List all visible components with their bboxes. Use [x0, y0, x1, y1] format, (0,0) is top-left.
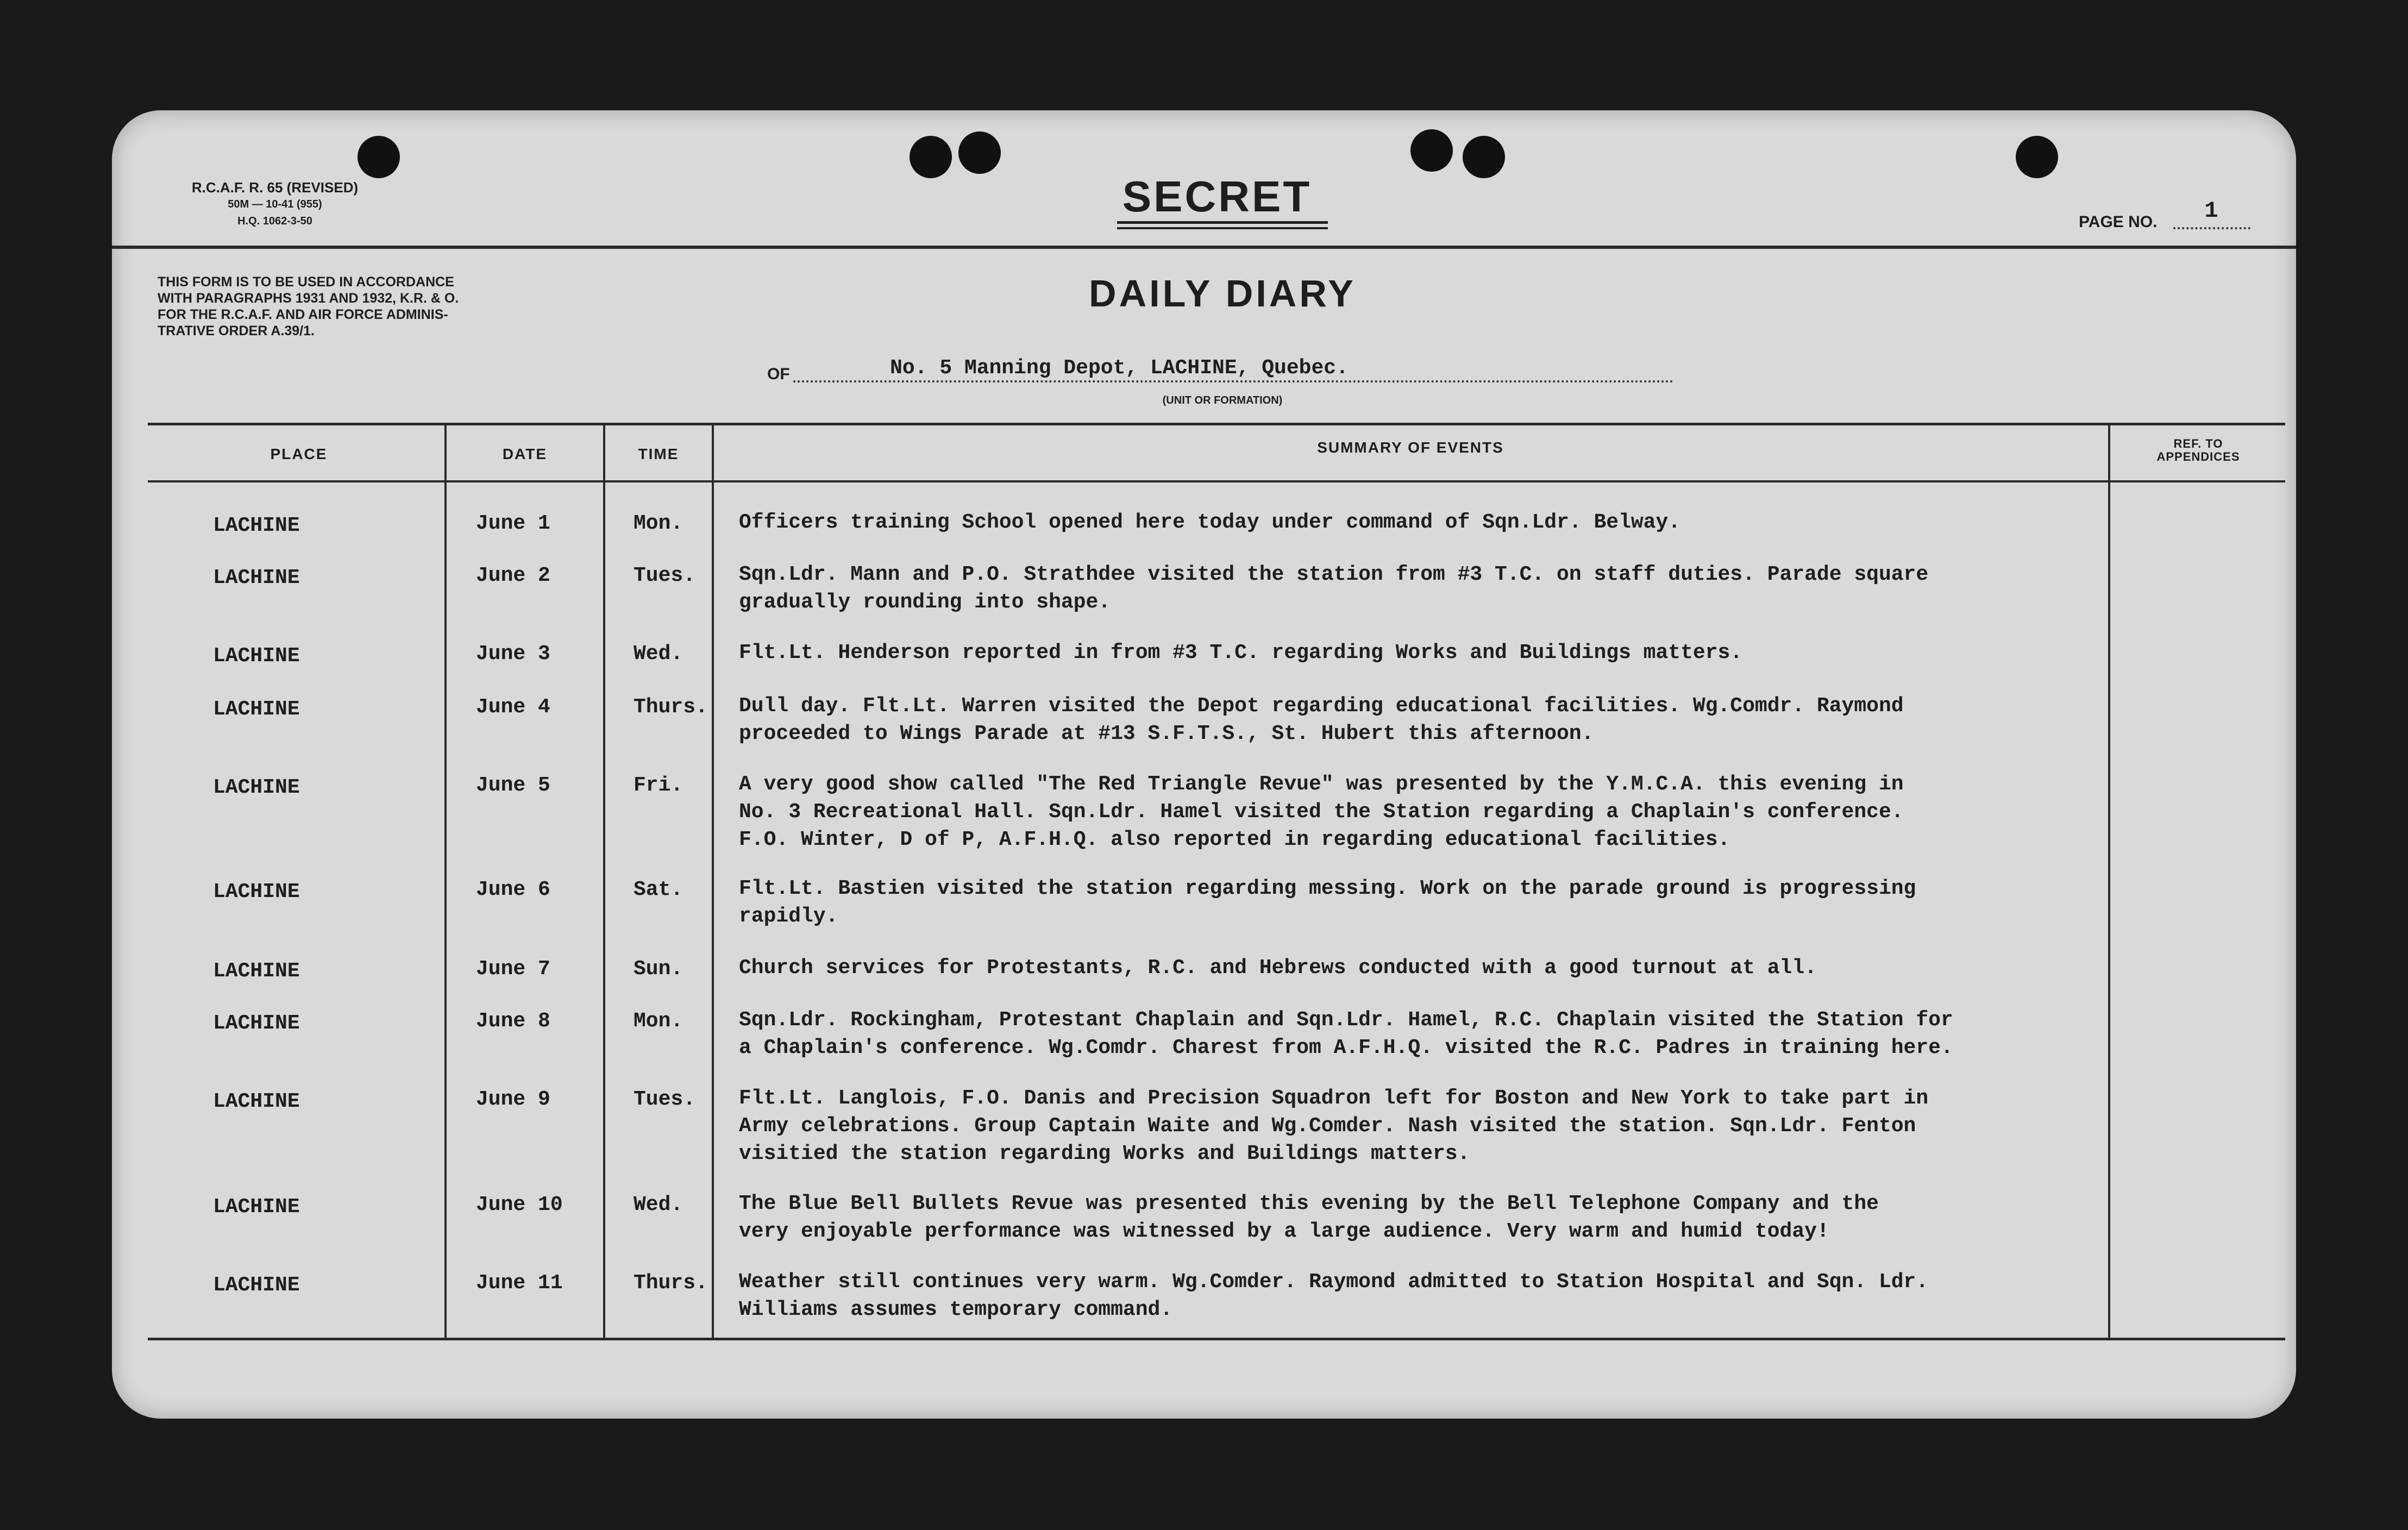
column-header-date: DATE: [502, 446, 548, 462]
entry-date: June 11: [476, 1271, 563, 1295]
unit-line: [793, 380, 1673, 382]
entry-summary-line: Williams assumes temporary command.: [739, 1298, 1173, 1321]
entry-summary-line: Church services for Protestants, R.C. and Hebrews conducted with a good turnout at all.: [739, 956, 1817, 980]
entry-day: Wed.: [634, 642, 683, 666]
classification-underline: [1117, 227, 1328, 229]
punch-hole: [2016, 136, 2058, 178]
column-header-place: PLACE: [270, 446, 328, 462]
column-header-ref: [2111, 437, 2285, 463]
form-number: [155, 179, 394, 230]
unit-name: No. 5 Manning Depot, LACHINE, Quebec.: [890, 356, 1349, 380]
entry-summary-line: Flt.Lt. Bastien visited the station regarding messing. Work on the parade ground is progressing: [739, 877, 1916, 900]
entry-summary: [739, 692, 2114, 748]
entry-summary: [739, 509, 2114, 536]
entry-summary-line: rapidly.: [739, 905, 838, 928]
page-number-line: [2173, 227, 2250, 229]
diary-title: DAILY DIARY: [1089, 272, 1356, 315]
page-number-label: PAGE NO.: [2079, 213, 2158, 231]
entry-date: June 8: [476, 1009, 550, 1033]
column-header-time: TIME: [638, 446, 679, 462]
unit-label: OF: [767, 365, 790, 383]
entry-date: June 4: [476, 695, 550, 719]
punch-hole: [910, 136, 952, 178]
punch-hole: [1410, 129, 1453, 172]
unit-caption: (UNIT OR FORMATION): [1162, 394, 1283, 406]
column-divider: [444, 423, 447, 1338]
entry-summary-line: Army celebrations. Group Captain Waite and Wg.Comder. Nash visited the station. Sqn.Ldr. Fenton: [739, 1114, 1916, 1138]
entry-place: LACHINE: [213, 644, 300, 668]
entry-day: Fri.: [634, 774, 683, 797]
entry-summary-line: Flt.Lt. Henderson reported in from #3 T.C. regarding Works and Buildings matters.: [739, 641, 1743, 664]
entry-day: Tues.: [634, 564, 696, 587]
entry-summary-line: The Blue Bell Bullets Revue was presented this evening by the Bell Telephone Company and the: [739, 1192, 1879, 1215]
page-number: 1: [2204, 198, 2218, 224]
entry-summary: [739, 1006, 2114, 1062]
entry-date: June 7: [476, 957, 550, 981]
entry-summary-line: Dull day. Flt.Lt. Warren visited the Depot regarding educational facilities. Wg.Comdr. Raymond: [739, 694, 1904, 718]
entry-day: Mon.: [634, 512, 683, 535]
entry-place: LACHINE: [213, 776, 300, 799]
column-header-ref-line: REF. TO: [2173, 437, 2223, 450]
entry-date: June 6: [476, 878, 550, 901]
form-number-line: 50M — 10-41 (955): [228, 198, 322, 210]
form-notice-line: FOR THE R.C.A.F. AND AIR FORCE ADMINIS-: [158, 307, 448, 322]
entry-summary: [739, 561, 2114, 616]
form-notice-line: WITH PARAGRAPHS 1931 AND 1932, K.R. & O.: [158, 291, 459, 306]
entry-place: LACHINE: [213, 1012, 300, 1035]
column-divider: [712, 423, 714, 1338]
column-header-summary: SUMMARY OF EVENTS: [1317, 439, 1504, 456]
entry-summary-line: F.O. Winter, D of P, A.F.H.Q. also reported in regarding educational facilities.: [739, 828, 1730, 851]
entry-day: Sat.: [634, 878, 683, 901]
entry-summary-line: Sqn.Ldr. Rockingham, Protestant Chaplain and Sqn.Ldr. Hamel, R.C. Chaplain visited the Station for: [739, 1008, 1953, 1032]
entry-summary-line: Officers training School opened here today under command of Sqn.Ldr. Belway.: [739, 511, 1681, 534]
entry-summary: [739, 639, 2114, 667]
form-notice: [158, 274, 570, 339]
punch-hole: [1463, 136, 1505, 178]
table-top-rule: [148, 423, 2285, 425]
entry-summary-line: gradually rounding into shape.: [739, 591, 1111, 614]
entry-summary: [739, 1190, 2114, 1245]
entry-place: LACHINE: [213, 1090, 300, 1113]
entry-day: Tues.: [634, 1088, 696, 1111]
entry-date: June 9: [476, 1088, 550, 1111]
form-notice-line: THIS FORM IS TO BE USED IN ACCORDANCE: [158, 274, 454, 290]
punch-hole: [958, 131, 1001, 174]
classification-underline: [1117, 221, 1328, 224]
entry-summary: [739, 1268, 2114, 1324]
form-notice-line: TRATIVE ORDER A.39/1.: [158, 323, 315, 338]
table-bottom-rule: [148, 1338, 2285, 1340]
entry-summary-line: a Chaplain's conference. Wg.Comdr. Charest from A.F.H.Q. visited the R.C. Padres in training here.: [739, 1036, 1953, 1059]
header-rule: [112, 246, 2296, 249]
entry-date: June 1: [476, 512, 550, 535]
entry-day: Wed.: [634, 1193, 683, 1217]
punch-hole: [358, 136, 400, 178]
entry-place: LACHINE: [213, 698, 300, 721]
classification-heading: SECRET: [1122, 172, 1312, 221]
entry-day: Sun.: [634, 957, 683, 981]
entry-day: Mon.: [634, 1009, 683, 1033]
entry-summary-line: A very good show called "The Red Triangle Revue" was presented by the Y.M.C.A. this evening in: [739, 773, 1904, 796]
entry-place: LACHINE: [213, 514, 300, 537]
entry-summary: [739, 954, 2114, 982]
entry-place: LACHINE: [213, 1274, 300, 1297]
entry-date: June 2: [476, 564, 550, 587]
entry-summary-line: proceeded to Wings Parade at #13 S.F.T.S., St. Hubert this afternoon.: [739, 722, 1594, 745]
table-header-rule: [148, 480, 2285, 482]
entry-summary-line: visitied the station regarding Works and Buildings matters.: [739, 1142, 1470, 1165]
entry-place: LACHINE: [213, 1195, 300, 1219]
form-number-line: H.Q. 1062-3-50: [237, 215, 312, 227]
entry-day: Thurs.: [634, 1271, 708, 1295]
form-number-line: R.C.A.F. R. 65 (REVISED): [191, 179, 359, 196]
entry-place: LACHINE: [213, 960, 300, 983]
column-divider: [603, 423, 605, 1338]
entry-day: Thurs.: [634, 695, 708, 719]
entry-place: LACHINE: [213, 880, 300, 904]
column-header-ref-line: APPENDICES: [2156, 450, 2240, 463]
entry-summary-line: No. 3 Recreational Hall. Sqn.Ldr. Hamel visited the Station regarding a Chaplain's conference.: [739, 800, 1904, 824]
entry-summary: [739, 875, 2114, 930]
entry-date: June 5: [476, 774, 550, 797]
entry-summary: [739, 1084, 2114, 1168]
entry-date: June 3: [476, 642, 550, 666]
entry-summary-line: Flt.Lt. Langlois, F.O. Danis and Precision Squadron left for Boston and New York to take part in: [739, 1087, 1929, 1110]
entry-summary: [739, 770, 2114, 854]
entry-summary-line: very enjoyable performance was witnessed by a large audience. Very warm and humid today!: [739, 1220, 1829, 1243]
entry-summary-line: Sqn.Ldr. Mann and P.O. Strathdee visited the station from #3 T.C. on staff duties. Parade square: [739, 563, 1929, 586]
entry-date: June 10: [476, 1193, 563, 1217]
entry-summary-line: Weather still continues very warm. Wg.Comder. Raymond admitted to Station Hospital and Sqn. Ldr.: [739, 1270, 1929, 1294]
entry-place: LACHINE: [213, 566, 300, 590]
